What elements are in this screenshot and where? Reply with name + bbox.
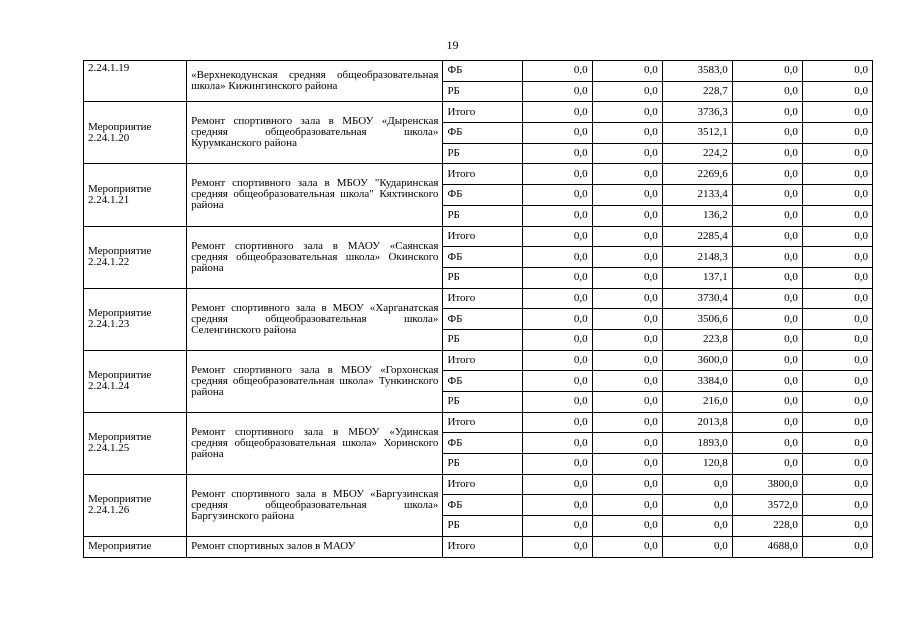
funding-source-cell: ФБ [443, 495, 522, 516]
amount-cell: 0,0 [592, 309, 662, 330]
table-row [84, 350, 873, 371]
amount-cell: 0,0 [522, 288, 592, 309]
funding-source-cell: РБ [443, 454, 522, 475]
amount-cell: 0,0 [522, 267, 592, 288]
amount-cell: 3572,0 [732, 495, 802, 516]
amount-cell: 0,0 [732, 412, 802, 433]
amount-cell: 0,0 [802, 226, 872, 247]
measure-code-cell: Мероприятие 2.24.1.24 [84, 350, 187, 412]
measure-code-cell: Мероприятие 2.24.1.20 [84, 102, 187, 164]
amount-cell: 0,0 [732, 185, 802, 206]
amount-cell: 137,1 [662, 267, 732, 288]
amount-cell: 0,0 [662, 536, 732, 557]
amount-cell: 0,0 [522, 392, 592, 413]
amount-cell: 0,0 [592, 412, 662, 433]
amount-cell: 0,0 [522, 81, 592, 102]
amount-cell: 2285,4 [662, 226, 732, 247]
amount-cell: 0,0 [592, 433, 662, 454]
amount-cell: 0,0 [802, 81, 872, 102]
funding-source-cell: Итого [443, 412, 522, 433]
funding-source-cell: Итого [443, 164, 522, 185]
amount-cell: 0,0 [592, 205, 662, 226]
amount-cell: 0,0 [802, 536, 872, 557]
table-row [84, 474, 873, 495]
amount-cell: 0,0 [732, 288, 802, 309]
amount-cell: 0,0 [732, 371, 802, 392]
amount-cell: 0,0 [522, 454, 592, 475]
amount-cell: 0,0 [802, 61, 872, 82]
amount-cell: 0,0 [732, 102, 802, 123]
amount-cell: 3506,6 [662, 309, 732, 330]
funding-source-cell: РБ [443, 329, 522, 350]
amount-cell: 0,0 [592, 516, 662, 537]
funding-source-cell: РБ [443, 267, 522, 288]
amount-cell: 0,0 [732, 205, 802, 226]
amount-cell: 2013,8 [662, 412, 732, 433]
amount-cell: 0,0 [732, 247, 802, 268]
amount-cell: 0,0 [522, 412, 592, 433]
amount-cell: 0,0 [522, 536, 592, 557]
amount-cell: 0,0 [802, 185, 872, 206]
amount-cell: 3384,0 [662, 371, 732, 392]
table-row [84, 102, 873, 123]
amount-cell: 0,0 [802, 143, 872, 164]
measure-code-cell: Мероприятие 2.24.1.25 [84, 412, 187, 474]
amount-cell: 0,0 [522, 309, 592, 330]
funding-source-cell: РБ [443, 516, 522, 537]
amount-cell: 0,0 [732, 309, 802, 330]
amount-cell: 0,0 [662, 495, 732, 516]
amount-cell: 0,0 [522, 61, 592, 82]
amount-cell: 0,0 [802, 350, 872, 371]
measure-code-cell: Мероприятие 2.24.1.23 [84, 288, 187, 350]
amount-cell: 0,0 [592, 371, 662, 392]
amount-cell: 0,0 [592, 226, 662, 247]
amount-cell: 0,0 [592, 123, 662, 144]
amount-cell: 0,0 [662, 474, 732, 495]
amount-cell: 0,0 [802, 516, 872, 537]
amount-cell: 0,0 [522, 247, 592, 268]
funding-source-cell: РБ [443, 205, 522, 226]
table-row [84, 412, 873, 433]
amount-cell: 0,0 [522, 329, 592, 350]
funding-source-cell: РБ [443, 392, 522, 413]
table-row [84, 226, 873, 247]
funding-source-cell: Итого [443, 102, 522, 123]
amount-cell: 0,0 [592, 392, 662, 413]
amount-cell: 0,0 [802, 164, 872, 185]
amount-cell: 0,0 [592, 61, 662, 82]
amount-cell: 0,0 [802, 309, 872, 330]
funding-source-cell: Итого [443, 474, 522, 495]
amount-cell: 0,0 [802, 123, 872, 144]
table-row [84, 61, 873, 82]
amount-cell: 2133,4 [662, 185, 732, 206]
amount-cell: 0,0 [732, 350, 802, 371]
table-row [84, 164, 873, 185]
amount-cell: 216,0 [662, 392, 732, 413]
funding-source-cell: ФБ [443, 247, 522, 268]
amount-cell: 3730,4 [662, 288, 732, 309]
amount-cell: 0,0 [802, 267, 872, 288]
funding-source-cell: РБ [443, 143, 522, 164]
amount-cell: 0,0 [592, 474, 662, 495]
amount-cell: 0,0 [802, 102, 872, 123]
amount-cell: 0,0 [592, 288, 662, 309]
amount-cell: 0,0 [802, 433, 872, 454]
amount-cell: 0,0 [522, 350, 592, 371]
table-row [84, 288, 873, 309]
amount-cell: 0,0 [802, 495, 872, 516]
amount-cell: 0,0 [732, 123, 802, 144]
amount-cell: 3512,1 [662, 123, 732, 144]
amount-cell: 0,0 [732, 433, 802, 454]
amount-cell: 3736,3 [662, 102, 732, 123]
amount-cell: 0,0 [802, 205, 872, 226]
amount-cell: 0,0 [522, 433, 592, 454]
measure-code-cell: Мероприятие [84, 536, 187, 557]
funding-source-cell: Итого [443, 350, 522, 371]
amount-cell: 0,0 [732, 454, 802, 475]
amount-cell: 0,0 [522, 164, 592, 185]
amount-cell: 0,0 [732, 329, 802, 350]
measure-code-cell: Мероприятие 2.24.1.26 [84, 474, 187, 536]
table-body [84, 61, 873, 558]
funding-source-cell: ФБ [443, 309, 522, 330]
amount-cell: 0,0 [802, 392, 872, 413]
amount-cell: 0,0 [592, 102, 662, 123]
funding-source-cell: Итого [443, 536, 522, 557]
amount-cell: 0,0 [802, 288, 872, 309]
amount-cell: 0,0 [802, 454, 872, 475]
measure-description-cell: Ремонт спортивного зала в МБОУ «Баргузинская средняя общеобразовательная школа» Баргузинского района [187, 474, 443, 536]
amount-cell: 0,0 [732, 267, 802, 288]
amount-cell: 0,0 [522, 185, 592, 206]
page-number: 19 [446, 38, 459, 52]
measure-code-cell: 2.24.1.19 [84, 61, 187, 102]
amount-cell: 0,0 [522, 474, 592, 495]
amount-cell: 0,0 [522, 143, 592, 164]
amount-cell: 0,0 [802, 474, 872, 495]
measure-description-cell: Ремонт спортивного зала в МБОУ «Дыренская средняя общеобразовательная школа» Курумканского района [187, 102, 443, 164]
measure-description-cell: Ремонт спортивного зала в МБОУ "Кударинская средняя общеобразовательная школа" Кяхтинского района [187, 164, 443, 226]
amount-cell: 0,0 [522, 371, 592, 392]
amount-cell: 0,0 [592, 454, 662, 475]
amount-cell: 0,0 [592, 143, 662, 164]
amount-cell: 0,0 [802, 247, 872, 268]
amount-cell: 223,8 [662, 329, 732, 350]
funding-table [83, 60, 873, 558]
amount-cell: 136,2 [662, 205, 732, 226]
amount-cell: 3600,0 [662, 350, 732, 371]
funding-source-cell: ФБ [443, 61, 522, 82]
measure-description-cell: Ремонт спортивного зала в МБОУ «Удинская средняя общеобразовательная школа» Хоринского района [187, 412, 443, 474]
amount-cell: 3583,0 [662, 61, 732, 82]
measure-code-cell: Мероприятие 2.24.1.22 [84, 226, 187, 288]
measure-description-cell: «Верхнекодунская средняя общеобразовательная школа» Кижингинского района [187, 61, 443, 102]
funding-source-cell: ФБ [443, 433, 522, 454]
amount-cell: 0,0 [522, 516, 592, 537]
amount-cell: 0,0 [732, 226, 802, 247]
table-row [84, 536, 873, 557]
amount-cell: 120,8 [662, 454, 732, 475]
amount-cell: 2148,3 [662, 247, 732, 268]
amount-cell: 228,0 [732, 516, 802, 537]
funding-source-cell: Итого [443, 226, 522, 247]
funding-source-cell: ФБ [443, 185, 522, 206]
amount-cell: 0,0 [592, 267, 662, 288]
amount-cell: 228,7 [662, 81, 732, 102]
measure-description-cell: Ремонт спортивных залов в МАОУ [187, 536, 443, 557]
amount-cell: 0,0 [802, 329, 872, 350]
amount-cell: 0,0 [522, 226, 592, 247]
amount-cell: 0,0 [592, 536, 662, 557]
amount-cell: 3800,0 [732, 474, 802, 495]
amount-cell: 0,0 [732, 61, 802, 82]
amount-cell: 0,0 [732, 392, 802, 413]
amount-cell: 2269,6 [662, 164, 732, 185]
amount-cell: 0,0 [522, 205, 592, 226]
amount-cell: 0,0 [592, 81, 662, 102]
funding-source-cell: ФБ [443, 371, 522, 392]
amount-cell: 0,0 [522, 495, 592, 516]
amount-cell: 0,0 [592, 495, 662, 516]
amount-cell: 0,0 [592, 185, 662, 206]
amount-cell: 0,0 [802, 412, 872, 433]
measure-code-cell: Мероприятие 2.24.1.21 [84, 164, 187, 226]
amount-cell: 4688,0 [732, 536, 802, 557]
amount-cell: 0,0 [592, 350, 662, 371]
amount-cell: 224,2 [662, 143, 732, 164]
measure-description-cell: Ремонт спортивного зала в МБОУ «Горхонская средняя общеобразовательная школа» Тункинского района [187, 350, 443, 412]
amount-cell: 0,0 [732, 143, 802, 164]
amount-cell: 0,0 [592, 329, 662, 350]
measure-description-cell: Ремонт спортивного зала в МАОУ «Саянская средняя общеобразовательная школа» Окинского района [187, 226, 443, 288]
measure-description-cell: Ремонт спортивного зала в МБОУ «Харганатская средняя общеобразовательная школа» Селенгинского района [187, 288, 443, 350]
amount-cell: 0,0 [522, 102, 592, 123]
amount-cell: 0,0 [592, 247, 662, 268]
funding-source-cell: ФБ [443, 123, 522, 144]
funding-source-cell: РБ [443, 81, 522, 102]
amount-cell: 0,0 [732, 164, 802, 185]
funding-source-cell: Итого [443, 288, 522, 309]
amount-cell: 0,0 [732, 81, 802, 102]
amount-cell: 1893,0 [662, 433, 732, 454]
amount-cell: 0,0 [662, 516, 732, 537]
amount-cell: 0,0 [802, 371, 872, 392]
amount-cell: 0,0 [592, 164, 662, 185]
amount-cell: 0,0 [522, 123, 592, 144]
